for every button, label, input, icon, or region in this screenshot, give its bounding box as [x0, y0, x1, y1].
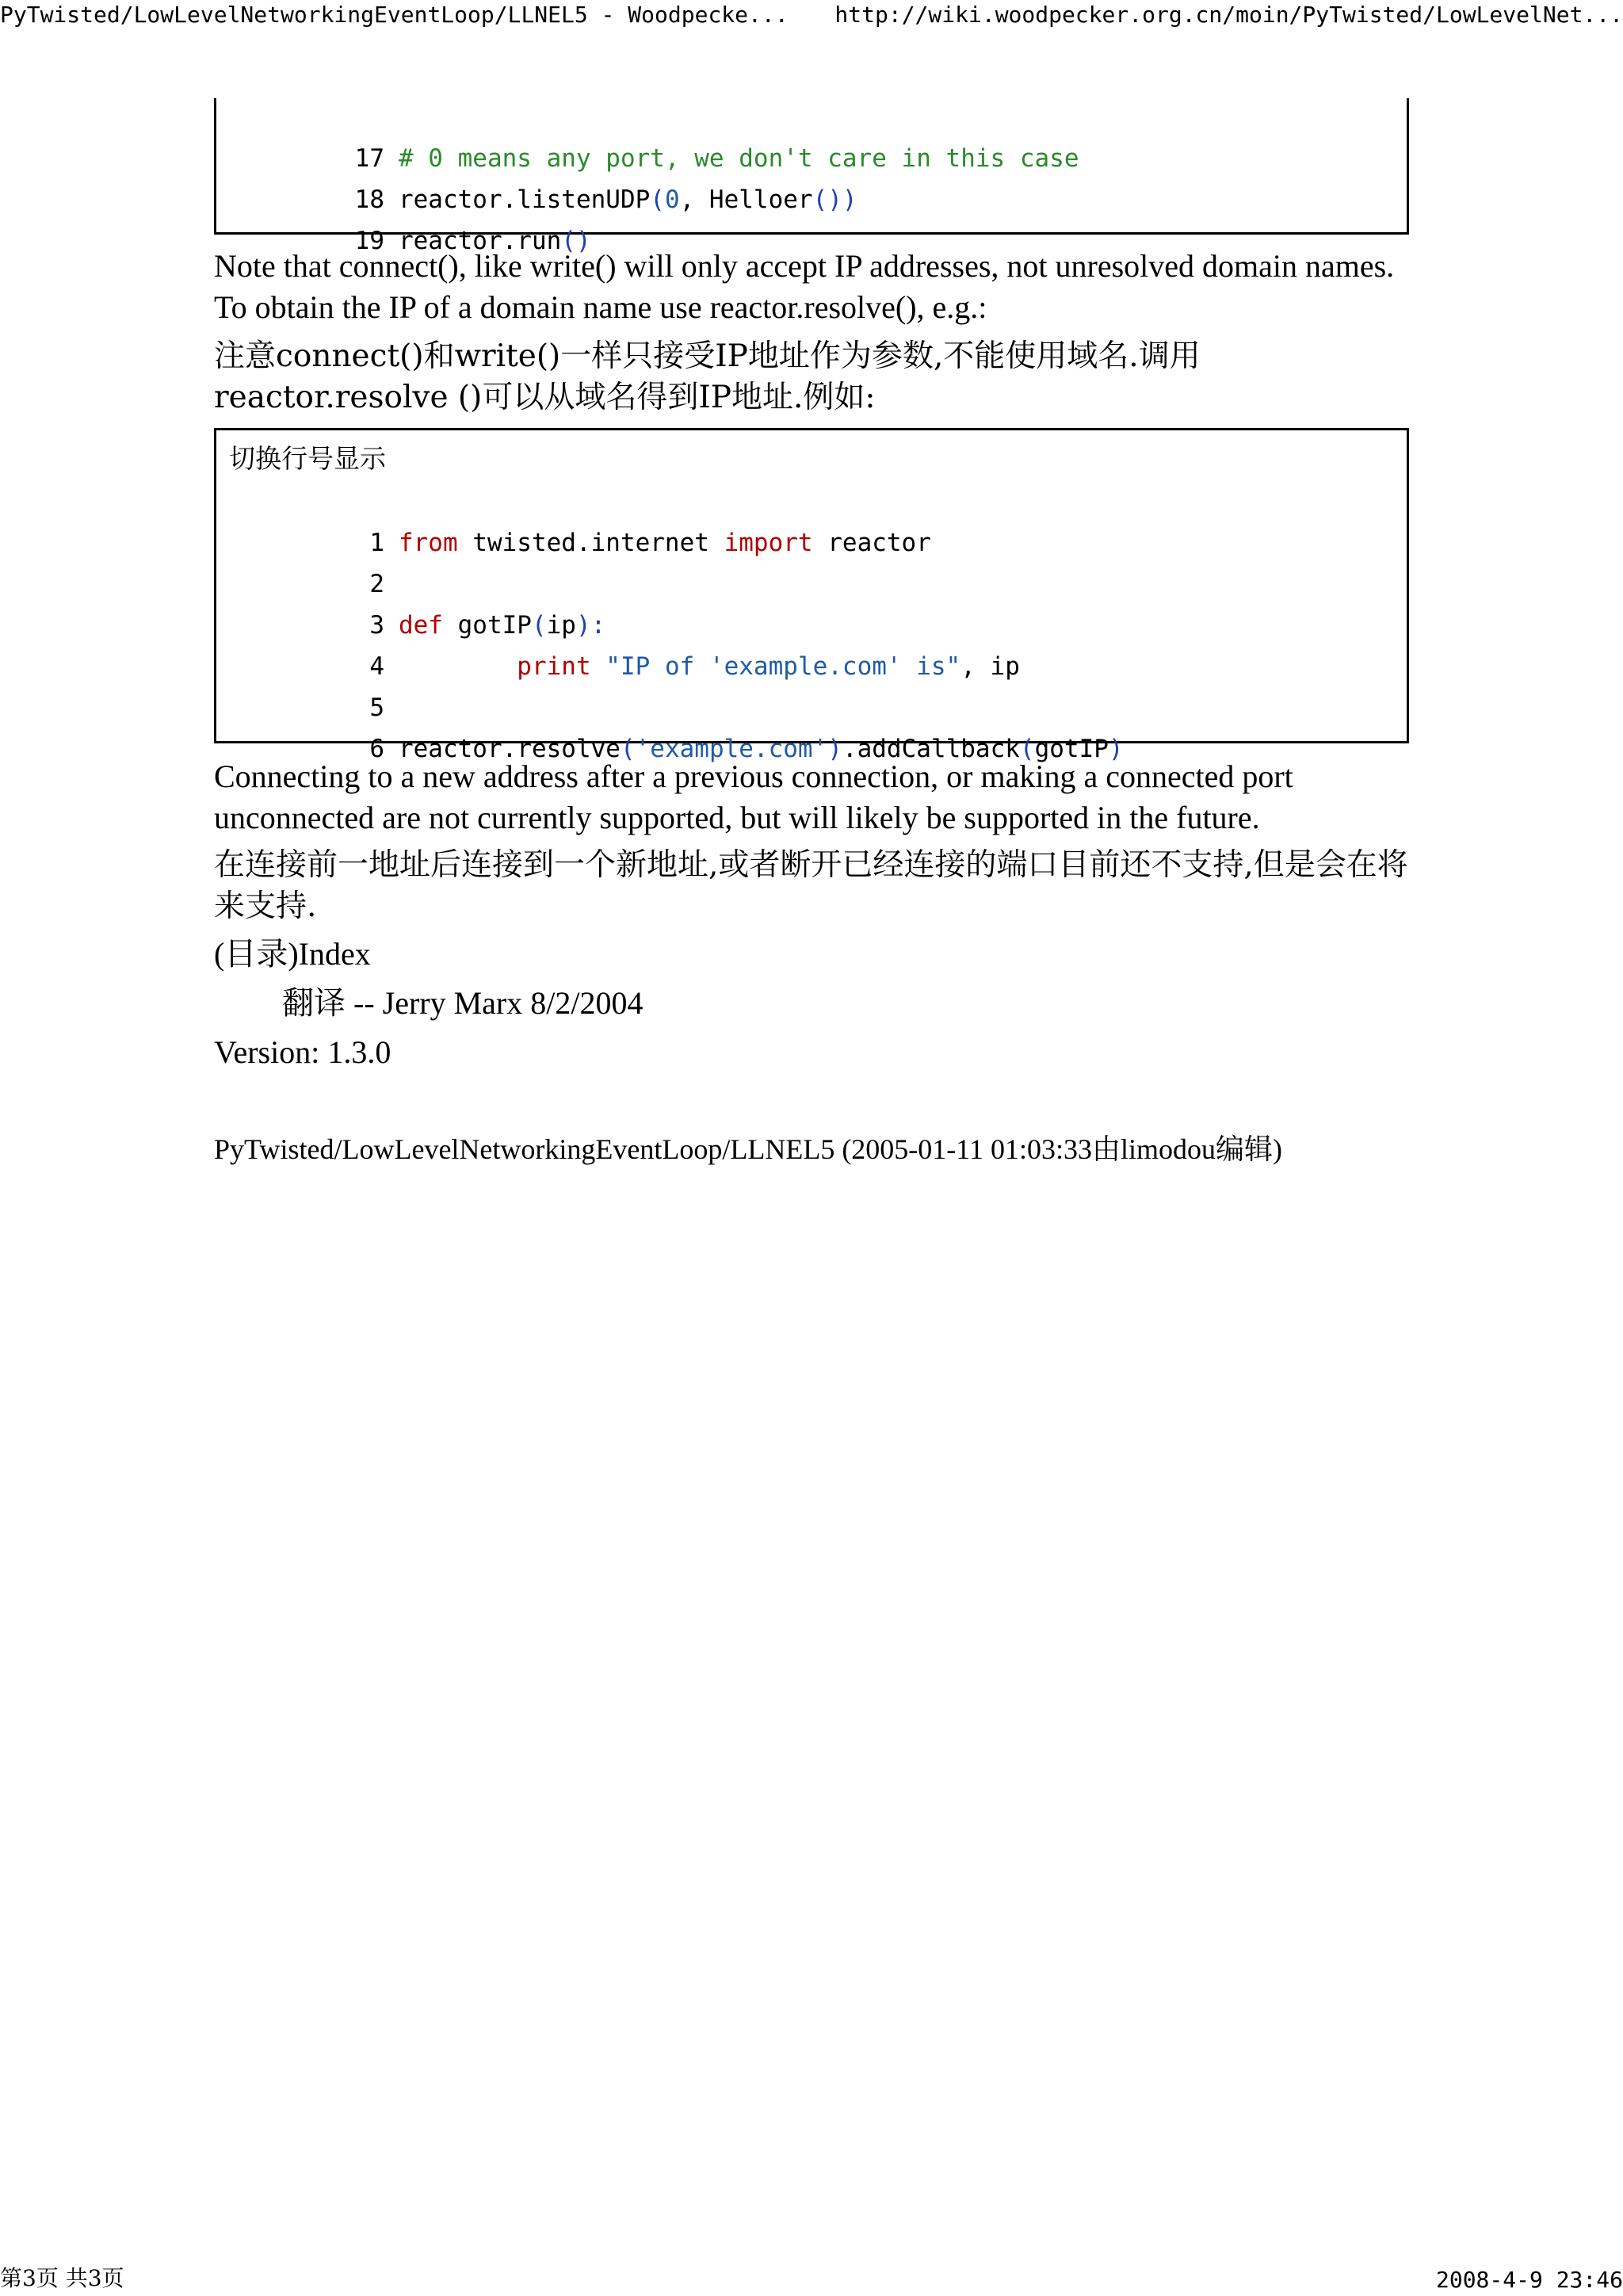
code-punct: )	[1108, 735, 1124, 763]
code-line-18	[216, 138, 857, 214]
line-number: 17	[354, 144, 384, 173]
code-text: twisted.internet	[457, 529, 724, 557]
code-punct: ())	[812, 185, 857, 214]
code-text: reactor.listenUDP	[398, 185, 651, 214]
code-string: "IP of 'example.com' is"	[605, 652, 961, 681]
code-line-3	[216, 563, 606, 640]
code-keyword: def	[398, 611, 443, 640]
code-indent	[399, 652, 517, 681]
code-space	[591, 652, 606, 681]
code-punct: )	[827, 735, 842, 763]
print-footer-datetime: 2008-4-9 23:46	[1435, 2267, 1623, 2293]
code-text: ip	[546, 611, 576, 640]
code-punct: (	[650, 185, 665, 214]
version-label: Version: 1.3.0	[214, 1034, 391, 1070]
print-footer-page-count: 第3页 共3页	[0, 2265, 124, 2291]
code-keyword: print	[517, 652, 591, 681]
code-block-2	[214, 428, 1409, 763]
code-punct: (	[1019, 735, 1035, 763]
code-text: , ip	[960, 652, 1020, 681]
code-punct: (	[620, 735, 636, 763]
code-punct: ()	[561, 227, 591, 255]
code-string: 'example.com'	[635, 735, 828, 763]
code-punct: (	[531, 611, 547, 640]
code-keyword: from	[398, 529, 458, 557]
code-block-1	[214, 98, 1409, 255]
page-edit-info: PyTwisted/LowLevelNetworkingEventLoop/LLNEL5 (2005-01-11 01:03:33由limodou编辑)	[214, 1133, 1282, 1165]
line-number: 6	[369, 735, 384, 763]
code-text: reactor.run	[398, 227, 562, 255]
code-line-6	[216, 687, 1124, 763]
code-punct: ):	[575, 611, 606, 640]
line-number: 2	[369, 570, 384, 598]
code-text: reactor	[812, 529, 931, 557]
translator-credit: 翻译 -- Jerry Marx 8/2/2004	[282, 985, 643, 1021]
paragraph-reconnect-note-zh: 在连接前一地址后连接到一个新地址,或者断开已经连接的端口目前还不支持,但是会在将来支持.	[214, 847, 1408, 924]
code-text: , Helloer	[679, 185, 813, 214]
code-line-5	[216, 646, 384, 722]
index-link[interactable]: (目录)Index	[214, 936, 371, 972]
print-header-url: http://wiki.woodpecker.org.cn/moin/PyTwisted/LowLevelNet...	[834, 2, 1623, 28]
code-line-1	[216, 481, 931, 557]
code-line-19	[216, 179, 591, 255]
line-number: 4	[369, 652, 384, 681]
paragraph-connect-note-zh: 注意connect()和write()一样只接受IP地址作为参数,不能使用域名.调用reactor.resolve ()可以从域名得到IP地址.例如:	[214, 338, 1201, 415]
code-text: reactor.resolve	[398, 735, 621, 763]
code-line-4	[216, 605, 1020, 681]
code-text: gotIP	[1034, 735, 1109, 763]
code-text: gotIP	[442, 611, 532, 640]
code-line-2	[216, 522, 384, 598]
paragraph-reconnect-note: Connecting to a new address after a previous connection, or making a connected port unconnected are not currently supported, but will likely be supported in the future.	[214, 758, 1293, 835]
code-text: .addCallback	[842, 735, 1020, 763]
code-comment: # 0 means any port, we don't care in this case	[398, 144, 1079, 173]
code-line-17	[216, 97, 1079, 173]
line-number: 3	[369, 611, 384, 640]
print-header-title: PyTwisted/LowLevelNetworkingEventLoop/LLNEL5 - Woodpecke...	[0, 2, 789, 28]
line-number: 18	[354, 185, 384, 214]
line-number: 19	[354, 227, 384, 255]
line-number: 5	[369, 693, 384, 722]
paragraph-connect-note: Note that connect(), like write() will only accept IP addresses, not unresolved domain names. To obtain the IP of a domain name use reactor.resolve(), e.g.:	[214, 248, 1395, 325]
toggle-line-numbers-link[interactable]: 切换行号显示	[229, 443, 386, 474]
code-keyword: import	[724, 529, 813, 557]
code-number: 0	[664, 185, 680, 214]
line-number: 1	[369, 529, 384, 557]
